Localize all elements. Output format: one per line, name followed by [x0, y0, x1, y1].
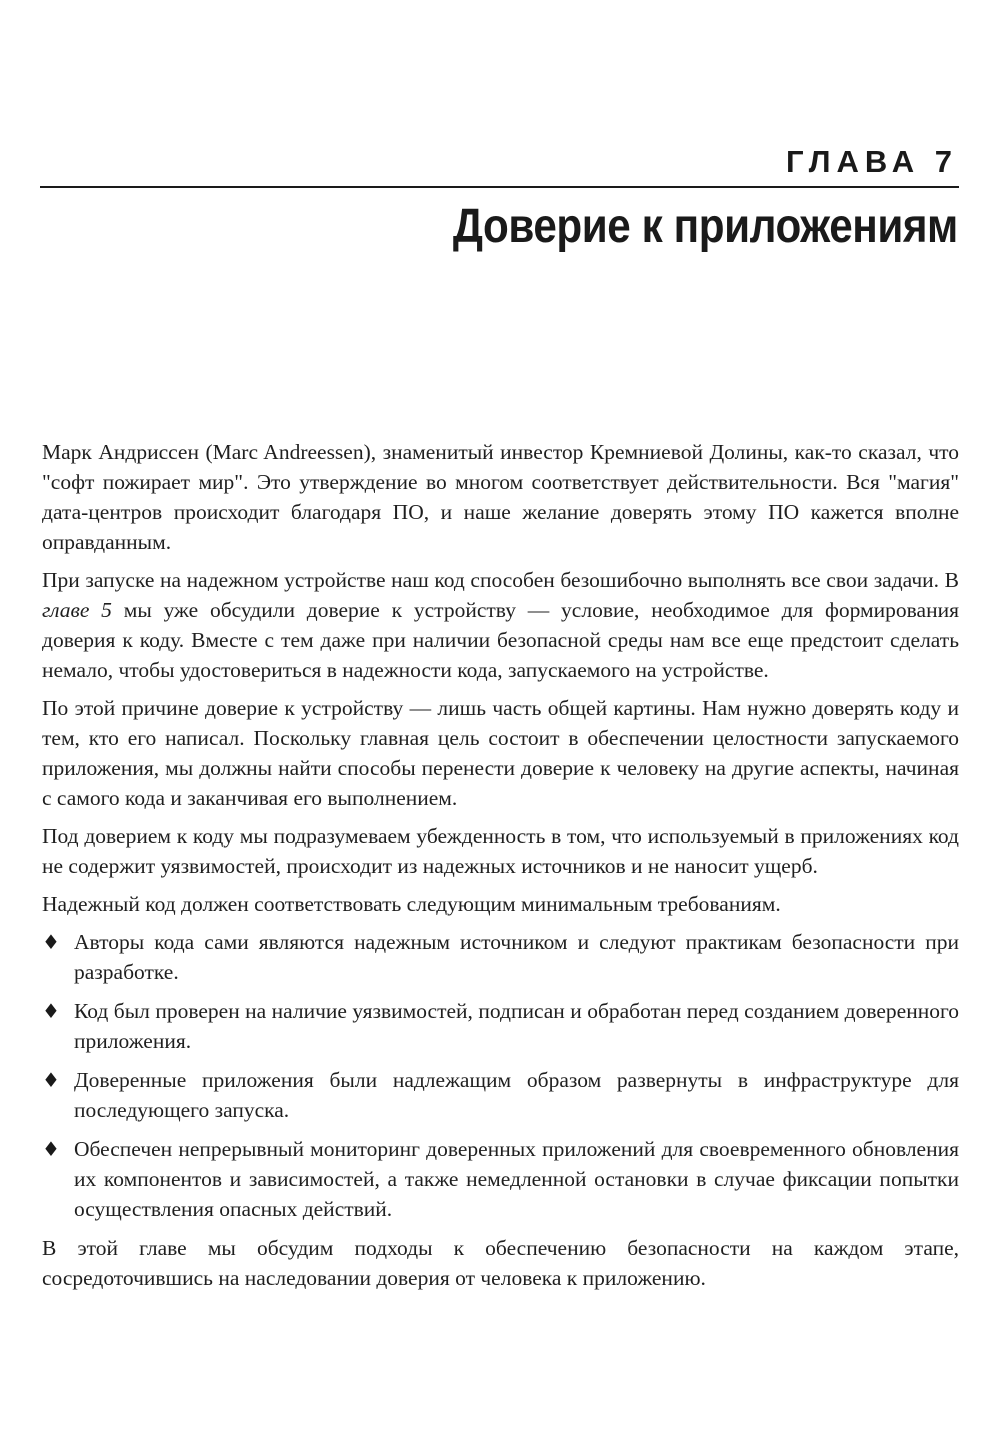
list-item-text: Код был проверен на наличие уязвимостей, подписан и обработан перед созданием доверенного приложения. — [74, 999, 959, 1053]
list-item — [42, 927, 959, 987]
diamond-bullet-icon: ♦ — [42, 999, 60, 1023]
paragraph-requirements-intro: Надежный код должен соответствовать следующим минимальным требованиям. — [42, 892, 781, 916]
paragraph-big-picture: По этой причине доверие к устройству — лишь часть общей картины. Нам нужно доверять коду и тем, кто его написал. Поскольку главная цель состоит в обеспечении целостности запускаемого приложения, мы должны найти способы перенести доверие к человеку на другие аспекты, начиная с самого кода и заканчивая его выполнением. — [42, 696, 959, 810]
paragraph-text: При запуске на надежном устройстве наш код способен безошибочно выполнять все свои задачи. В — [42, 568, 959, 592]
paragraph-text: мы уже обсудили доверие к устройству — условие, необходимое для формирования доверия к коду. Вместе с тем даже при наличии безопасной среды нам все еще предстоит сделать немало, чтобы удостовериться в надежности кода, запускаемого на устройстве. — [42, 598, 959, 682]
paragraph-code-trust: Под доверием к коду мы подразумеваем убежденность в том, что используемый в приложениях код не содержит уязвимостей, происходит из надежных источников и не наносит ущерб. — [42, 824, 959, 878]
requirements-list — [42, 927, 959, 1224]
chapter-title: Доверие к приложениям — [452, 200, 958, 253]
list-item — [42, 1065, 959, 1125]
paragraph-intro: Марк Андриссен (Marc Andreessen), знаменитый инвестор Кремниевой Долины, как-то сказал, что "софт пожирает мир". Это утверждение во многом соответствует действительности. Вся "магия" дата-центров происходит благодаря ПО, и наше желание доверять этому ПО кажется вполне оправданным. — [42, 440, 959, 554]
diamond-bullet-icon: ♦ — [42, 1137, 60, 1161]
chapter-body — [42, 437, 959, 1301]
diamond-bullet-icon: ♦ — [42, 930, 60, 954]
list-item — [42, 1134, 959, 1224]
list-item-text: Авторы кода сами являются надежным источником и следуют практикам безопасности при разработке. — [74, 930, 959, 984]
paragraph-device-trust — [42, 565, 959, 685]
diamond-bullet-icon: ♦ — [42, 1068, 60, 1092]
chapter-number: ГЛАВА 7 — [785, 144, 958, 179]
chapter-reference: главе 5 — [42, 598, 112, 622]
paragraph-chapter-summary: В этой главе мы обсудим подходы к обеспечению безопасности на каждом этапе, сосредоточившись на наследовании доверия от человека к приложению. — [42, 1236, 959, 1290]
chapter-divider — [40, 186, 959, 188]
list-item — [42, 996, 959, 1056]
list-item-text: Доверенные приложения были надлежащим образом развернуты в инфраструктуре для последующего запуска. — [74, 1068, 959, 1122]
list-item-text: Обеспечен непрерывный мониторинг доверенных приложений для своевременного обновления их компонентов и зависимостей, а также немедленной остановки в случае фиксации попытки осуществления опасных действий. — [74, 1137, 959, 1221]
